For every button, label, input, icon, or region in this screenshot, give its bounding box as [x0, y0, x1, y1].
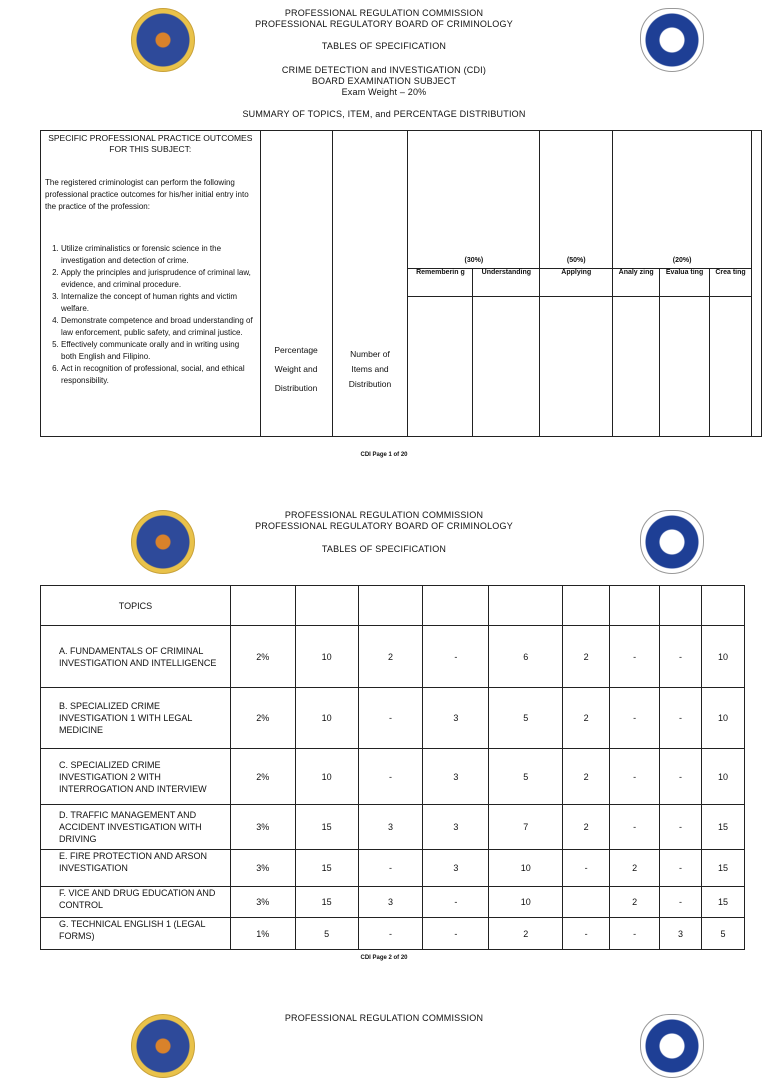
value-cell: 2 [563, 805, 610, 850]
value-cell: 7 [489, 805, 563, 850]
value-cell: 3% [230, 850, 295, 887]
value-cell: 15 [701, 887, 744, 918]
value-cell: 10 [489, 850, 563, 887]
outcome-item: 6. Act in recognition of professional, social, and ethical responsibility. [61, 363, 256, 387]
value-cell: 15 [295, 850, 358, 887]
summary-title: SUMMARY OF TOPICS, ITEM, and PERCENTAGE DISTRIBUTION [242, 109, 526, 119]
value-cell: 5 [489, 749, 563, 805]
value-cell: - [610, 626, 660, 688]
outcome-item: 2. Apply the principles and jurisprudence of criminal law, evidence, and criminal procedure. [61, 267, 256, 291]
outcomes-table [40, 130, 762, 437]
value-cell: 3 [358, 887, 423, 918]
value-cell: 15 [701, 850, 744, 887]
level-remembering: Rememberin g [408, 269, 473, 297]
header-line2: PROFESSIONAL REGULATORY BOARD OF CRIMINOLOGY [255, 521, 513, 531]
page-footer: CDI Page 1 of 20 [360, 452, 408, 458]
value-cell: 10 [701, 626, 744, 688]
value-cell: 2 [563, 626, 610, 688]
value-cell: - [423, 887, 489, 918]
exam-weight: Exam Weight – 20% [341, 87, 427, 97]
value-cell: 3 [423, 805, 489, 850]
table-row [41, 749, 745, 805]
value-cell: - [358, 749, 423, 805]
value-cell: - [423, 918, 489, 950]
value-cell: - [563, 918, 610, 950]
value-cell: - [660, 688, 702, 749]
subject-type: BOARD EXAMINATION SUBJECT [311, 76, 457, 86]
table-row [41, 887, 745, 918]
outcomes-cell [41, 131, 261, 437]
group-remembering-understanding: (30%) [408, 131, 540, 269]
value-cell [563, 887, 610, 918]
value-cell: 2% [230, 749, 295, 805]
outcomes-list [45, 243, 256, 387]
value-cell: - [358, 688, 423, 749]
value-cell: 3 [660, 918, 702, 950]
value-cell: 5 [295, 918, 358, 950]
value-cell: 3% [230, 805, 295, 850]
value-cell: 15 [701, 805, 744, 850]
value-cell: - [660, 887, 702, 918]
value-cell: 10 [295, 749, 358, 805]
table-row [41, 918, 745, 950]
value-cell: - [610, 805, 660, 850]
outcome-item: 5. Effectively communicate orally and in writing using both English and Filipino. [61, 339, 256, 363]
value-cell: 5 [489, 688, 563, 749]
header-line2: PROFESSIONAL REGULATORY BOARD OF CRIMINOLOGY [255, 19, 513, 29]
doc-title: TABLES OF SPECIFICATION [321, 41, 447, 51]
outcome-item: 4. Demonstrate competence and broad understanding of law enforcement, public safety, and criminal justice. [61, 315, 256, 339]
value-cell: - [660, 749, 702, 805]
value-cell: 2 [358, 626, 423, 688]
value-cell: - [358, 918, 423, 950]
value-cell: 2 [610, 850, 660, 887]
topic-cell: D. TRAFFIC MANAGEMENT AND ACCIDENT INVESTIGATION WITH DRIVING [41, 805, 231, 850]
value-cell: 3 [423, 749, 489, 805]
outcomes-intro: The registered criminologist can perform the following professional practice outcomes for his/her initial entry into the practice of the profession: [45, 178, 249, 211]
table-row [41, 626, 745, 688]
header-line1: PROFESSIONAL REGULATION COMMISSION [284, 510, 484, 520]
table-row [41, 805, 745, 850]
topics-header: TOPICS [41, 586, 231, 626]
topic-cell: E. FIRE PROTECTION AND ARSON INVESTIGATION [41, 850, 231, 887]
value-cell: 10 [489, 887, 563, 918]
value-cell: 15 [295, 887, 358, 918]
doc-title: TABLES OF SPECIFICATION [321, 544, 447, 554]
outcome-item: 3. Internalize the concept of human rights and victim welfare. [61, 291, 256, 315]
header-line1: PROFESSIONAL REGULATION COMMISSION [284, 8, 484, 18]
value-cell: 10 [295, 626, 358, 688]
value-cell: - [563, 850, 610, 887]
value-cell: - [610, 749, 660, 805]
subject-name: CRIME DETECTION and INVESTIGATION (CDI) [281, 65, 487, 75]
value-cell: 10 [701, 688, 744, 749]
value-cell: 10 [701, 749, 744, 805]
topic-cell: B. SPECIALIZED CRIME INVESTIGATION 1 WITH LEGAL MEDICINE [41, 688, 231, 749]
value-cell: 2% [230, 688, 295, 749]
value-cell: 3 [423, 688, 489, 749]
value-cell: 3 [423, 850, 489, 887]
value-cell: 1% [230, 918, 295, 950]
topics-table [40, 585, 745, 950]
outcome-item: 1. Utilize criminalistics or forensic science in the investigation and detection of crime. [61, 243, 256, 267]
level-creating: Crea ting [710, 269, 752, 297]
table-row [41, 688, 745, 749]
value-cell: 2 [489, 918, 563, 950]
level-understanding: Understanding [473, 269, 540, 297]
value-cell: 10 [295, 688, 358, 749]
number-header: Number of Items and Distribution [332, 131, 408, 437]
outcomes-title: SPECIFIC PROFESSIONAL PRACTICE OUTCOMES FOR THIS SUBJECT: [48, 133, 253, 154]
group-applying: (50%) [540, 131, 613, 269]
page-footer: CDI Page 2 of 20 [360, 955, 408, 961]
extra-column [751, 131, 761, 437]
value-cell: 3% [230, 887, 295, 918]
level-applying: Applying [540, 269, 613, 297]
topic-cell: C. SPECIALIZED CRIME INVESTIGATION 2 WITH INTERROGATION AND INTERVIEW [41, 749, 231, 805]
value-cell: - [610, 918, 660, 950]
table-row [41, 850, 745, 887]
value-cell: 6 [489, 626, 563, 688]
value-cell: 2% [230, 626, 295, 688]
value-cell: 2 [563, 749, 610, 805]
topic-cell: G. TECHNICAL ENGLISH 1 (LEGAL FORMS) [41, 918, 231, 950]
level-analyzing: Analy zing [613, 269, 660, 297]
header-line1: PROFESSIONAL REGULATION COMMISSION [284, 1013, 484, 1023]
value-cell: 2 [563, 688, 610, 749]
value-cell: - [423, 626, 489, 688]
value-cell: - [660, 805, 702, 850]
value-cell: - [660, 850, 702, 887]
topic-cell: A. FUNDAMENTALS OF CRIMINAL INVESTIGATION AND INTELLIGENCE [41, 626, 231, 688]
group-analyzing-creating: (20%) [613, 131, 752, 269]
percentage-header: Percentage Weight and Distribution [260, 131, 332, 437]
value-cell: 2 [610, 887, 660, 918]
value-cell: - [610, 688, 660, 749]
value-cell: 3 [358, 805, 423, 850]
value-cell: 15 [295, 805, 358, 850]
topic-cell: F. VICE AND DRUG EDUCATION AND CONTROL [41, 887, 231, 918]
level-evaluating: Evalua ting [660, 269, 710, 297]
value-cell: - [660, 626, 702, 688]
value-cell: 5 [701, 918, 744, 950]
value-cell: - [358, 850, 423, 887]
